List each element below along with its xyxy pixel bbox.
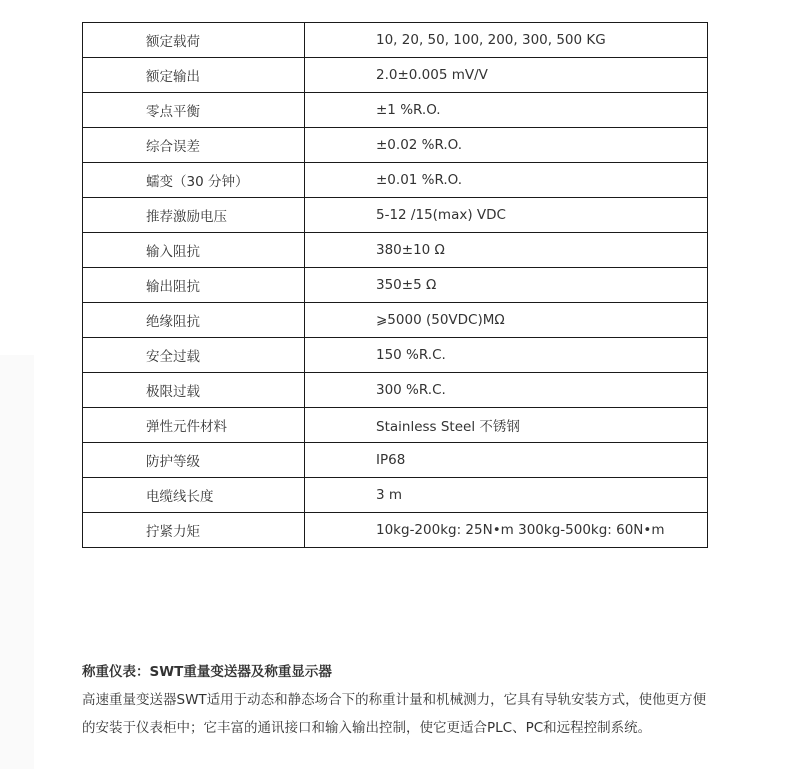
spec-value: 380±10 Ω xyxy=(305,233,708,268)
table-row xyxy=(83,338,708,373)
table-row xyxy=(83,478,708,513)
table-row xyxy=(83,303,708,338)
table-row xyxy=(83,163,708,198)
spec-label: 极限过载 xyxy=(83,373,305,408)
spec-value: 3 m xyxy=(305,478,708,513)
spec-label: 蠕变（30 分钟） xyxy=(83,163,305,198)
table-row xyxy=(83,93,708,128)
spec-value: 300 %R.C. xyxy=(305,373,708,408)
spec-value: 10, 20, 50, 100, 200, 300, 500 KG xyxy=(305,23,708,58)
spec-label: 零点平衡 xyxy=(83,93,305,128)
spec-label: 绝缘阻抗 xyxy=(83,303,305,338)
spec-label: 输入阻抗 xyxy=(83,233,305,268)
spec-value: ±0.02 %R.O. xyxy=(305,128,708,163)
table-row xyxy=(83,198,708,233)
spec-label: 拧紧力矩 xyxy=(83,513,305,548)
spec-value: Stainless Steel 不锈钢 xyxy=(305,408,708,443)
table-row xyxy=(83,443,708,478)
product-description xyxy=(82,658,712,742)
table-row xyxy=(83,233,708,268)
table-row xyxy=(83,23,708,58)
spec-label: 电缆线长度 xyxy=(83,478,305,513)
description-title: 称重仪表：SWT重量变送器及称重显示器 xyxy=(82,664,332,680)
spec-value: 10kg-200kg: 25N•m 300kg-500kg: 60N•m xyxy=(305,513,708,548)
spec-label: 综合误差 xyxy=(83,128,305,163)
spec-value: 2.0±0.005 mV/V xyxy=(305,58,708,93)
spec-value: ±1 %R.O. xyxy=(305,93,708,128)
spec-label: 弹性元件材料 xyxy=(83,408,305,443)
table-row xyxy=(83,58,708,93)
table-row xyxy=(83,513,708,548)
table-row xyxy=(83,408,708,443)
spec-value: 5-12 /15(max) VDC xyxy=(305,198,708,233)
table-row xyxy=(83,128,708,163)
table-row xyxy=(83,373,708,408)
spec-label: 额定输出 xyxy=(83,58,305,93)
spec-label: 防护等级 xyxy=(83,443,305,478)
side-shade xyxy=(0,355,34,769)
spec-value: ⩾5000 (50VDC)MΩ xyxy=(305,303,708,338)
spec-table-body xyxy=(83,23,708,548)
spec-value: ±0.01 %R.O. xyxy=(305,163,708,198)
spec-label: 推荐激励电压 xyxy=(83,198,305,233)
spec-label: 安全过载 xyxy=(83,338,305,373)
table-row xyxy=(83,268,708,303)
spec-value: 150 %R.C. xyxy=(305,338,708,373)
spec-label: 额定载荷 xyxy=(83,23,305,58)
spec-table xyxy=(82,22,708,548)
spec-label: 输出阻抗 xyxy=(83,268,305,303)
spec-value: IP68 xyxy=(305,443,708,478)
description-body: 高速重量变送器SWT适用于动态和静态场合下的称重计量和机械测力，它具有导轨安装方式，使他更方便的安装于仪表柜中；它丰富的通讯接口和输入输出控制，使它更适合PLC、PC和远程控制系统。 xyxy=(82,692,707,736)
spec-value: 350±5 Ω xyxy=(305,268,708,303)
